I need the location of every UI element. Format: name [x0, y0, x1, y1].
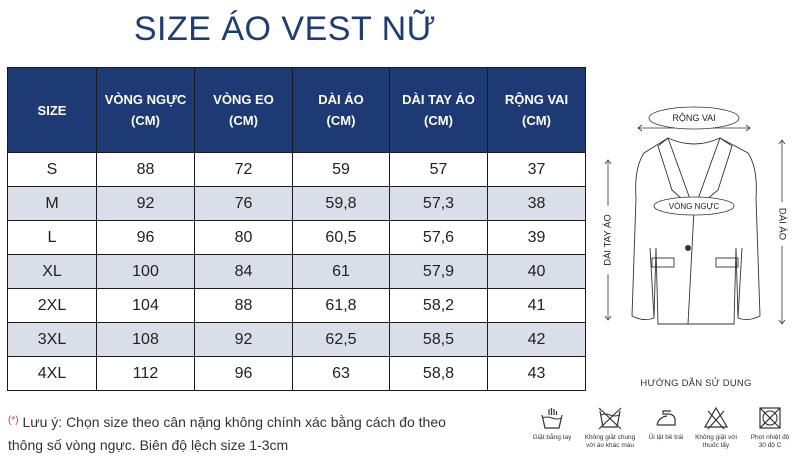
table-cell: 2XL [8, 289, 97, 323]
table-cell: 88 [195, 289, 293, 323]
vest-diagram [598, 98, 794, 338]
note-line-1: Lưu ý: Chọn size theo cân nặng không chính xác bằng cách đo theo [22, 414, 446, 430]
header-chest [97, 68, 195, 153]
table-cell: 108 [97, 323, 195, 357]
care-label: Không giặt với [695, 434, 737, 441]
table-cell: XL [8, 255, 97, 289]
table-row [8, 187, 586, 221]
length-label: DÀI ÁO [776, 207, 788, 241]
table-cell: 42 [488, 323, 586, 357]
care-guide-title: HƯỚNG DẪN SỬ DỤNG [640, 378, 752, 389]
header-waist [195, 68, 293, 153]
shoulder-measure [638, 107, 750, 131]
no-bleach-icon [703, 405, 729, 431]
table-cell: 62,5 [293, 323, 390, 357]
care-label: Giặt bằng tay [532, 434, 572, 441]
length-measure [774, 140, 790, 324]
iron-inside-out-icon [653, 405, 679, 431]
header-sleeve [390, 68, 488, 153]
table-row [8, 153, 586, 187]
header-unit: (CM) [522, 113, 551, 128]
table-cell: 61 [293, 255, 390, 289]
chest-label: VÒNG NGỰC [668, 202, 720, 211]
table-cell: 57,6 [390, 221, 488, 255]
care-label: Phơi nhiệt độ [750, 434, 790, 441]
table-row [8, 323, 586, 357]
chest-measure [654, 197, 734, 215]
table-cell: 41 [488, 289, 586, 323]
table-row [8, 289, 586, 323]
table-cell: 4XL [8, 357, 97, 391]
table-cell: 59,8 [293, 187, 390, 221]
header-text: RỘNG VAI [504, 92, 569, 107]
table-cell: 3XL [8, 323, 97, 357]
header-text: VÒNG NGỰC [104, 92, 187, 107]
header-shoulder [488, 68, 586, 153]
note-marker: (*) [8, 415, 19, 426]
care-label: Không giặt chung [584, 434, 636, 441]
sleeve-label: DÀI TAY ÁO [602, 214, 614, 266]
table-row [8, 221, 586, 255]
no-mixed-wash-icon [597, 405, 623, 431]
size-note [8, 411, 446, 457]
table-header-row [8, 68, 586, 153]
header-length [293, 68, 390, 153]
header-text: DÀI ÁO [318, 92, 364, 107]
header-unit: (CM) [131, 113, 160, 128]
table-cell: 38 [488, 187, 586, 221]
header-unit: (CM) [229, 113, 258, 128]
table-cell: 72 [195, 153, 293, 187]
table-cell: 112 [97, 357, 195, 391]
table-cell: L [8, 221, 97, 255]
care-label: Ủi lật bề trái [648, 434, 684, 441]
table-cell: 92 [195, 323, 293, 357]
care-item-hand-wash [522, 405, 582, 442]
care-item-no-tumble-dry [740, 405, 800, 450]
care-item-no-mixed-wash [580, 405, 640, 450]
shoulder-label: RỘNG VAI [672, 113, 716, 123]
table-row [8, 357, 586, 391]
note-line-2: thông số vòng ngực. Biên độ lệch size 1-3cm [8, 437, 289, 453]
table-cell: 61,8 [293, 289, 390, 323]
table-cell: 57,3 [390, 187, 488, 221]
table-cell: 60,5 [293, 221, 390, 255]
header-text: SIZE [37, 102, 67, 118]
table-cell: 57,9 [390, 255, 488, 289]
header-unit: (CM) [424, 113, 453, 128]
table-cell: 59 [293, 153, 390, 187]
header-unit: (CM) [326, 113, 356, 128]
table-cell: 96 [97, 221, 195, 255]
table-cell: 76 [195, 187, 293, 221]
table-cell: M [8, 187, 97, 221]
table-row [8, 255, 586, 289]
table-cell: S [8, 153, 97, 187]
table-cell: 58,5 [390, 323, 488, 357]
table-cell: 63 [293, 357, 390, 391]
table-cell: 88 [97, 153, 195, 187]
table-cell: 37 [488, 153, 586, 187]
table-cell: 39 [488, 221, 586, 255]
table-cell: 58,2 [390, 289, 488, 323]
table-cell: 40 [488, 255, 586, 289]
table-cell: 104 [97, 289, 195, 323]
header-size [8, 68, 97, 153]
table-cell: 57 [390, 153, 488, 187]
care-item-no-bleach [686, 405, 746, 450]
table-cell: 43 [488, 357, 586, 391]
care-label: 30 độ C [758, 442, 782, 449]
table-cell: 96 [195, 357, 293, 391]
vest-outline [632, 138, 760, 324]
care-label: thuốc tẩy [702, 442, 730, 449]
table-cell: 58,8 [390, 357, 488, 391]
no-tumble-dry-icon [757, 405, 783, 431]
table-cell: 80 [195, 221, 293, 255]
care-label: với áo khác màu [586, 442, 634, 449]
table-cell: 100 [97, 255, 195, 289]
table-cell: 92 [97, 187, 195, 221]
size-table [7, 67, 586, 391]
sleeve-measure [600, 160, 616, 320]
page-title: SIZE ÁO VEST NỮ [133, 10, 437, 48]
hand-wash-icon [539, 405, 565, 431]
header-text: DÀI TAY ÁO [402, 92, 475, 107]
table-cell: 84 [195, 255, 293, 289]
header-text: VÒNG EO [213, 92, 274, 107]
